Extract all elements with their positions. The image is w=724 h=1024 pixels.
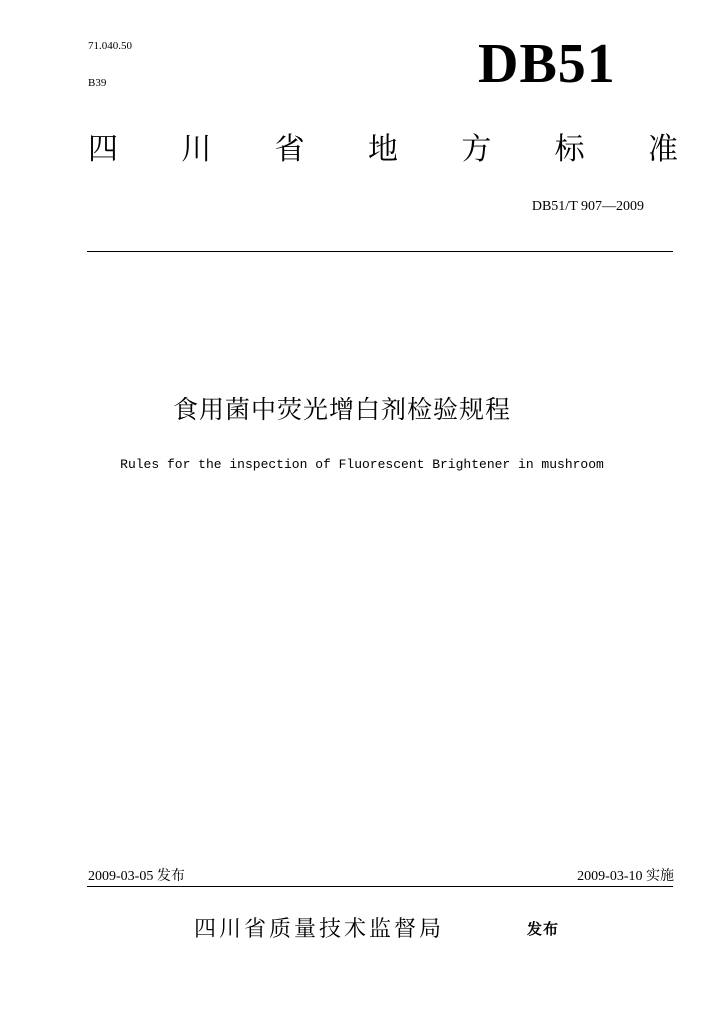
category-char: 准 bbox=[647, 132, 678, 167]
publisher-name: 四川省质量技术监督局 bbox=[194, 917, 445, 942]
publisher-suffix: 发布 bbox=[527, 920, 560, 938]
issue-date: 2009-03-05 发布 bbox=[88, 869, 185, 884]
standard-category bbox=[88, 132, 678, 167]
top-divider bbox=[87, 251, 673, 252]
chinese-title bbox=[0, 390, 724, 426]
standard-code: DB51 bbox=[478, 33, 616, 95]
category-char: 方 bbox=[461, 132, 492, 167]
category-char: 省 bbox=[274, 132, 305, 167]
standard-number: DB51/T 907—2009 bbox=[531, 199, 644, 214]
implementation-date: 2009-03-10 实施 bbox=[577, 869, 674, 884]
ics-code: 71.040.50 bbox=[88, 40, 132, 52]
category-char: 川 bbox=[181, 132, 212, 167]
category-char: 标 bbox=[554, 132, 585, 167]
ccs-code: B39 bbox=[88, 77, 107, 89]
category-char: 地 bbox=[367, 132, 398, 167]
bottom-divider bbox=[87, 886, 673, 887]
english-title: Rules for the inspection of Fluorescent Brightener in mushroom bbox=[120, 457, 604, 472]
category-char: 四 bbox=[88, 132, 118, 167]
chinese-title-text: 食用菌中荧光增白剂检验规程 bbox=[172, 395, 511, 424]
